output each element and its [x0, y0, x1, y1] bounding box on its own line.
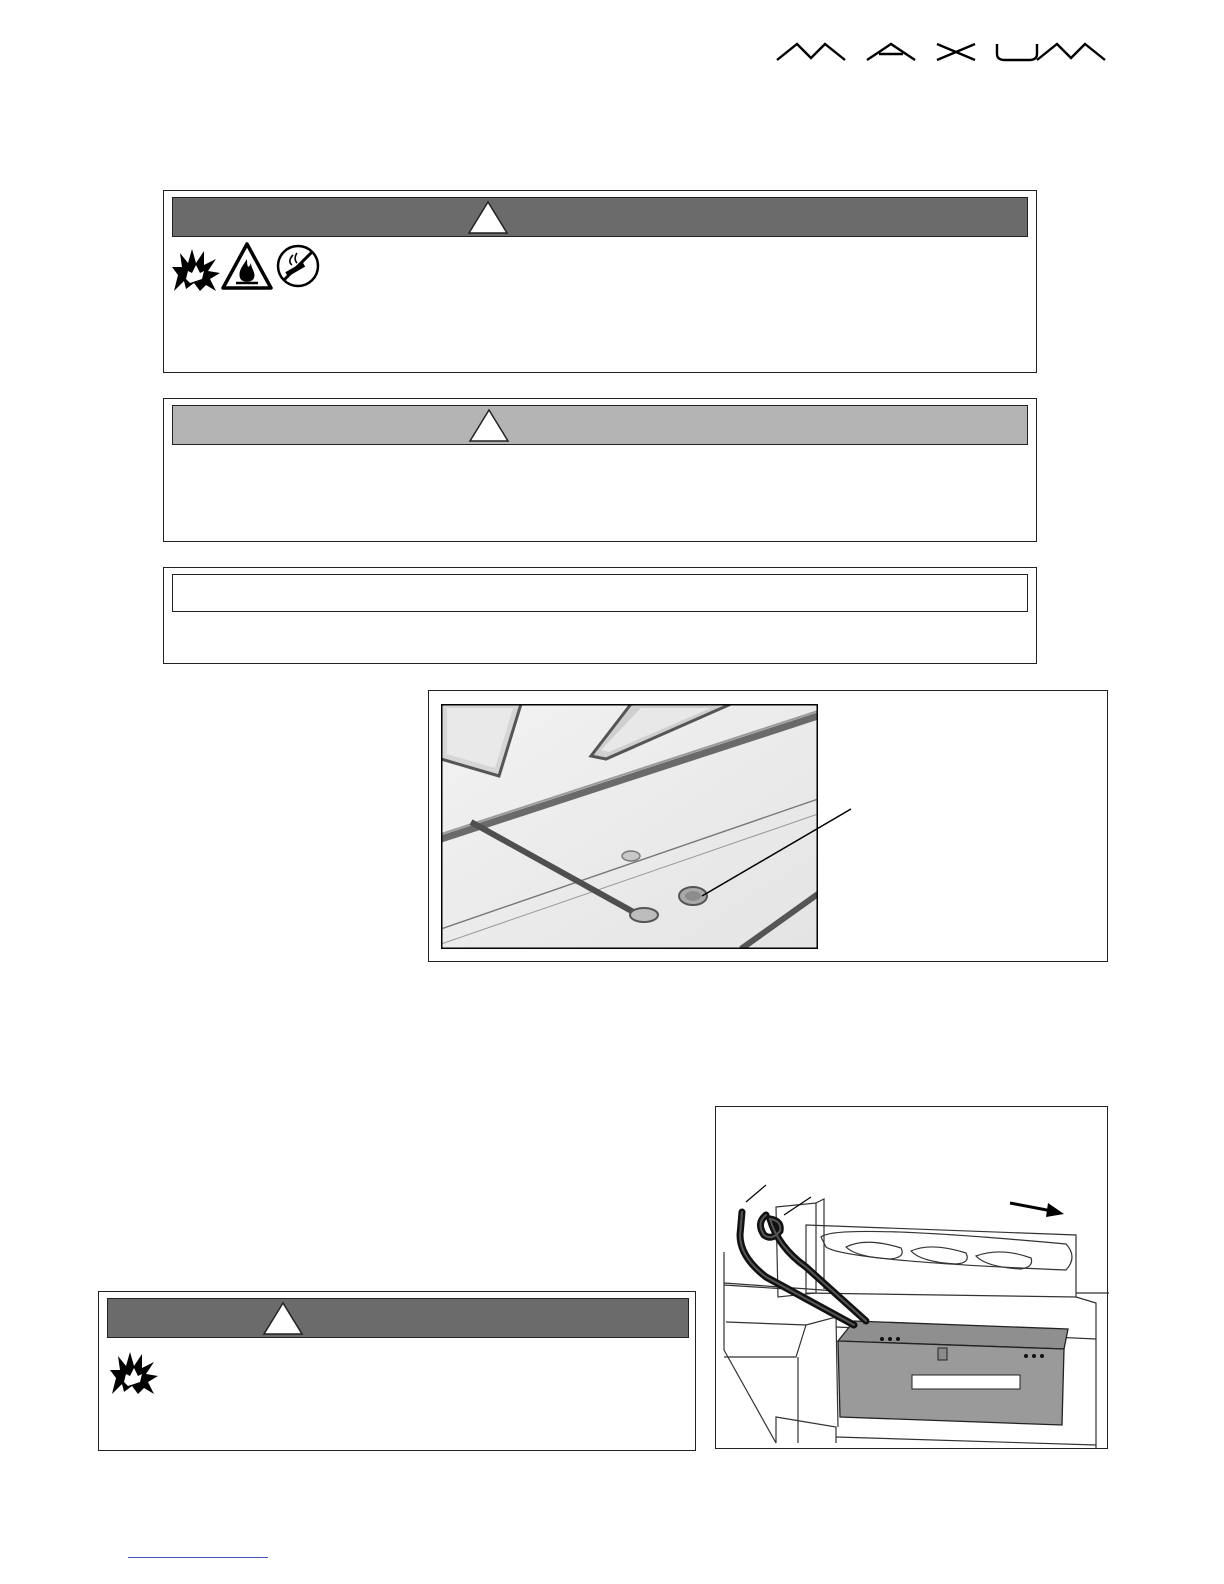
- warning-triangle-icon: [466, 199, 510, 235]
- explosion-icon: [107, 1348, 161, 1396]
- warning-notice-header: [172, 405, 1028, 445]
- warning-triangle-icon: [467, 407, 511, 443]
- danger-notice-header-bottom: [107, 1298, 689, 1338]
- no-smoking-icon: [275, 243, 321, 289]
- notice-box: [163, 567, 1037, 664]
- battery-box-illustration: [716, 1107, 1109, 1450]
- warning-notice-box: [163, 398, 1037, 542]
- figure-deck-fitting: [428, 690, 1108, 962]
- footer-link-underline[interactable]: [128, 1557, 268, 1558]
- flammable-icon: [220, 241, 274, 291]
- callout-leader-line: [429, 691, 1109, 963]
- maxum-logo: [775, 40, 1107, 64]
- notice-header: [172, 574, 1028, 612]
- danger-notice-box: [163, 190, 1037, 373]
- forward-arrow-icon: [1008, 1197, 1068, 1221]
- figure-battery-box: [715, 1106, 1108, 1449]
- danger-notice-box-bottom: [98, 1291, 696, 1451]
- explosion-icon: [170, 245, 222, 293]
- danger-notice-header: [172, 197, 1028, 237]
- warning-triangle-icon: [261, 1300, 305, 1336]
